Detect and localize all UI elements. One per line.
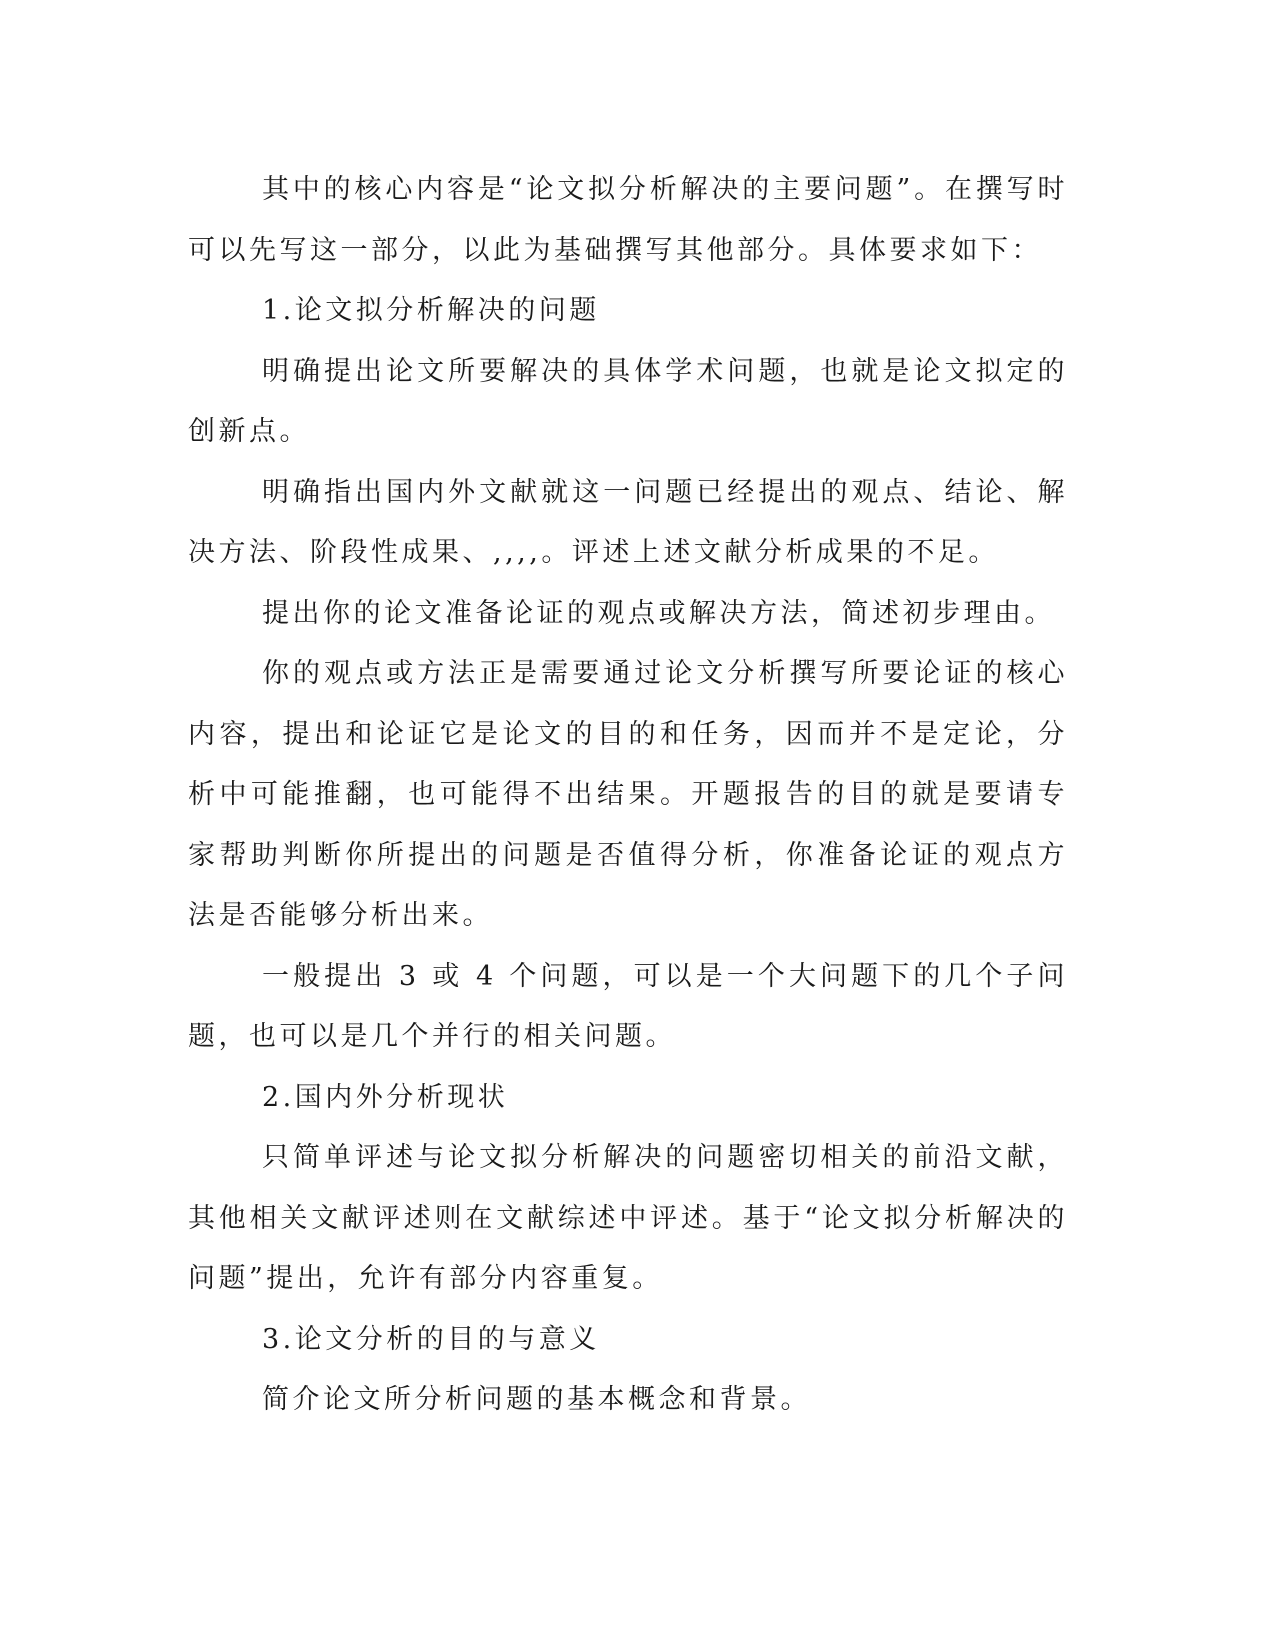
paragraph: 你的观点或方法正是需要通过论文分析撰写所要论证的核心内容，提出和论证它是论文的目的和任务，因而并不是定论，分析中可能推翻，也可能得不出结果。开题报告的目的就是要请专家帮助判断你所提出的问题是否值得分析，你准备论证的观点方法是否能够分析出来。 [188,658,1068,931]
paragraph-intro: 其中的核心内容是“论文拟分析解决的主要问题”。在撰写时可以先写这一部分，以此为基础撰写其他部分。具体要求如下： [188,174,1068,266]
paragraph: 明确提出论文所要解决的具体学术问题，也就是论文拟定的创新点。 [188,355,1068,447]
paragraph: 明确指出国内外文献就这一问题已经提出的观点、结论、解决方法、阶段性成果、,,,,。评述上述文献分析成果的不足。 [188,476,1068,568]
paragraph: 只简单评述与论文拟分析解决的问题密切相关的前沿文献，其他相关文献评述则在文献综述中评述。基于“论文拟分析解决的问题”提出，允许有部分内容重复。 [188,1142,1068,1294]
section-heading-1: 1.论文拟分析解决的问题 [262,295,600,326]
document-body [188,160,1068,1431]
paragraph: 一般提出 3 或 4 个问题，可以是一个大问题下的几个子问题，也可以是几个并行的相关问题。 [188,960,1068,1052]
section-heading-3: 3.论文分析的目的与意义 [262,1323,600,1355]
section-heading-2: 2.国内外分析现状 [262,1081,509,1113]
paragraph: 提出你的论文准备论证的观点或解决方法，简述初步理由。 [262,597,1055,629]
paragraph: 简介论文所分析问题的基本概念和背景。 [262,1384,811,1415]
